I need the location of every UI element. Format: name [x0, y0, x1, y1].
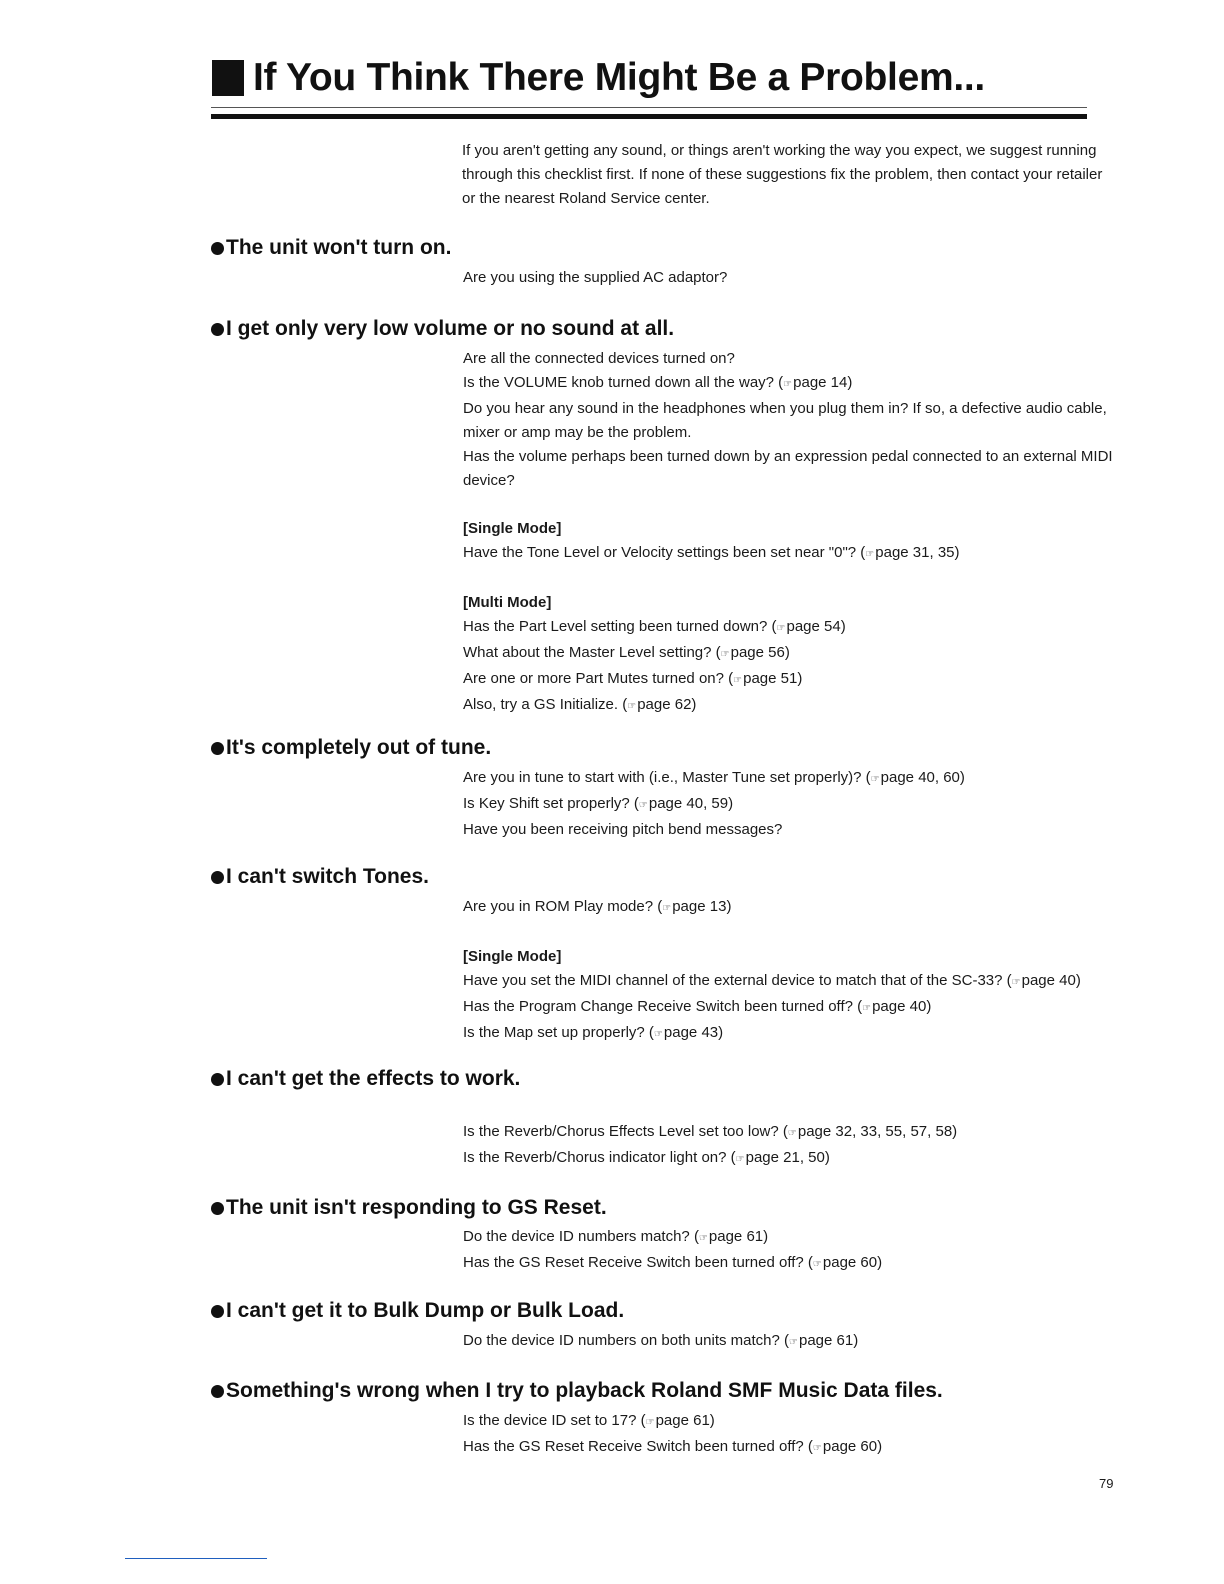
page-reference-icon: ☞	[645, 1417, 654, 1428]
page-reference-icon: ☞	[1011, 977, 1020, 988]
section-heading-switch-tones	[211, 865, 429, 889]
page-reference-icon: ☞	[735, 1154, 744, 1165]
section-heading-low-volume	[211, 317, 674, 341]
page-reference-icon: ☞	[787, 1128, 796, 1139]
page-number: 79	[1099, 1476, 1114, 1491]
page-reference-icon: ☞	[865, 549, 874, 560]
page-reference-icon: ☞	[812, 1443, 821, 1454]
check-line: Have you set the MIDI channel of the external device to match that of the SC-33? (☞ page 40)	[463, 972, 1081, 989]
section-heading-out-of-tune	[211, 736, 491, 760]
check-line: Are one or more Part Mutes turned on? (☞ page 51)	[463, 670, 803, 687]
check-line: Also, try a GS Initialize. (☞ page 62)	[463, 696, 697, 713]
check-line: Do the device ID numbers on both units match? (☞ page 61)	[463, 1332, 859, 1349]
check-line: device?	[463, 472, 515, 489]
title-rule	[211, 114, 1087, 119]
section-heading-text: It's completely out of tune.	[226, 736, 492, 759]
check-line: Are you in ROM Play mode? (☞ page 13)	[463, 898, 732, 915]
page-reference-icon: ☞	[627, 701, 636, 712]
section-body-gs-reset	[463, 1225, 1123, 1277]
check-line: Do the device ID numbers match? (☞ page 61)	[463, 1228, 769, 1245]
intro-line: or the nearest Roland Service center.	[462, 190, 710, 207]
section-body-smf-playback	[463, 1409, 1123, 1461]
page-title	[212, 56, 985, 100]
page-reference-icon: ☞	[870, 774, 879, 785]
section-heading-gs-reset	[211, 1196, 607, 1220]
footer-divider	[125, 1558, 267, 1559]
section-body-switch-tones	[463, 895, 1123, 1047]
check-line: Is the device ID set to 17? (☞ page 61)	[463, 1412, 715, 1429]
page-reference-icon: ☞	[720, 649, 729, 660]
check-line: Have you been receiving pitch bend messages?	[463, 821, 783, 838]
intro-paragraph	[462, 139, 1122, 211]
check-line: Is the Reverb/Chorus Effects Level set too low? (☞ page 32, 33, 55, 57, 58)	[463, 1123, 958, 1140]
check-line: Is the VOLUME knob turned down all the way? (☞ page 14)	[463, 374, 853, 391]
check-line: mixer or amp may be the problem.	[463, 424, 692, 441]
check-line: Are you in tune to start with (i.e., Master Tune set properly)? (☞ page 40, 60)	[463, 769, 965, 786]
section-heading-text: The unit isn't responding to GS Reset.	[226, 1196, 607, 1219]
check-line: Is the Map set up properly? (☞ page 43)	[463, 1024, 724, 1041]
check-line: Has the Program Change Receive Switch been turned off? (☞ page 40)	[463, 998, 932, 1015]
page-reference-icon: ☞	[662, 903, 671, 914]
single-mode-label: [Single Mode]	[463, 948, 562, 965]
bullet-icon	[211, 1385, 224, 1398]
check-line: Has the Part Level setting been turned down? (☞ page 54)	[463, 618, 846, 635]
page-reference-icon: ☞	[653, 1029, 662, 1040]
section-heading-smf-playback	[211, 1379, 943, 1403]
section-heading-text: The unit won't turn on.	[226, 236, 452, 259]
bullet-icon	[211, 1305, 224, 1318]
check-line: Is Key Shift set properly? (☞ page 40, 59)	[463, 795, 734, 812]
intro-line: through this checklist first. If none of these suggestions fix the problem, then contact your retailer	[462, 166, 1103, 183]
page-reference-icon: ☞	[776, 623, 785, 634]
check-line: What about the Master Level setting? (☞ page 56)	[463, 644, 790, 661]
bullet-icon	[211, 323, 224, 336]
page-title-text: If You Think There Might Be a Problem...	[253, 56, 985, 99]
check-line: Is the Reverb/Chorus indicator light on? (☞ page 21, 50)	[463, 1149, 830, 1166]
section-body-out-of-tune	[463, 766, 1123, 842]
section-heading-text: I get only very low volume or no sound at all.	[226, 317, 675, 340]
section-heading-text: I can't switch Tones.	[226, 865, 429, 888]
bullet-icon	[211, 871, 224, 884]
section-body-effects	[463, 1120, 1123, 1172]
section-heading-text: I can't get the effects to work.	[226, 1067, 521, 1090]
check-line: Has the GS Reset Receive Switch been turned off? (☞ page 60)	[463, 1438, 883, 1455]
bullet-icon	[211, 242, 224, 255]
page-reference-icon: ☞	[862, 1003, 871, 1014]
bullet-icon	[211, 742, 224, 755]
title-square-icon	[212, 60, 244, 96]
bullet-icon	[211, 1073, 224, 1086]
section-body-low-volume	[463, 347, 1123, 719]
check-line: Do you hear any sound in the headphones when you plug them in? If so, a defective audio cable,	[463, 400, 1107, 417]
bullet-icon	[211, 1202, 224, 1215]
page-reference-icon: ☞	[638, 800, 647, 811]
section-heading-effects	[211, 1067, 520, 1091]
intro-line: If you aren't getting any sound, or things aren't working the way you expect, we suggest running	[462, 142, 1097, 159]
multi-mode-label: [Multi Mode]	[463, 594, 552, 611]
check-line: Has the GS Reset Receive Switch been turned off? (☞ page 60)	[463, 1254, 883, 1271]
check-line: Have the Tone Level or Velocity settings been set near "0"? (☞ page 31, 35)	[463, 544, 960, 561]
page-reference-icon: ☞	[812, 1259, 821, 1270]
page-reference-icon: ☞	[789, 1337, 797, 1348]
page-reference-icon: ☞	[783, 379, 792, 390]
check-line: Are you using the supplied AC adaptor?	[463, 269, 728, 286]
single-mode-label: [Single Mode]	[463, 520, 562, 537]
check-line: Has the volume perhaps been turned down by an expression pedal connected to an external MIDI	[463, 448, 1113, 465]
check-line: Are all the connected devices turned on?	[463, 350, 735, 367]
page-reference-icon: ☞	[733, 675, 742, 686]
section-heading-text: Something's wrong when I try to playback Roland SMF Music Data files.	[226, 1379, 943, 1402]
section-heading-text: I can't get it to Bulk Dump or Bulk Load.	[226, 1299, 625, 1322]
section-body-no-power	[463, 266, 1123, 290]
section-heading-bulk-dump	[211, 1299, 624, 1323]
section-body-bulk-dump	[463, 1329, 1123, 1355]
section-heading-no-power	[211, 236, 451, 260]
title-rule-thin	[211, 107, 1087, 108]
page-reference-icon: ☞	[698, 1233, 707, 1244]
